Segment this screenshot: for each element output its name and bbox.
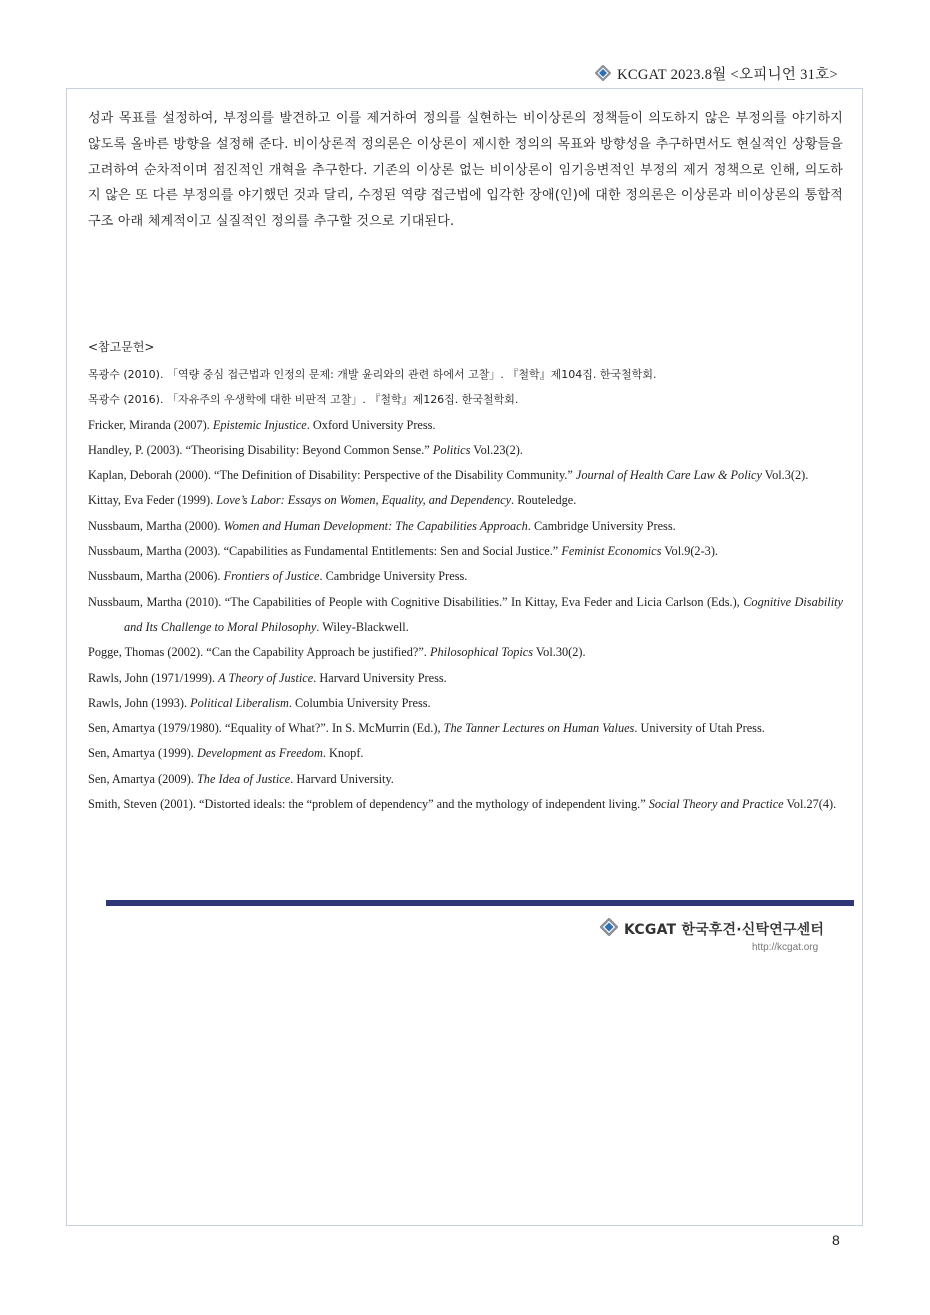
reference-suffix: . University of Utah Press. (634, 721, 765, 736)
reference-item (88, 741, 843, 766)
reference-text: Handley, P. (2003). “Theorising Disability: Beyond Common Sense.” (88, 442, 433, 457)
reference-item (88, 666, 843, 691)
footer-org-name: KCGAT 한국후견·신탁연구센터 (624, 922, 825, 938)
reference-title: Politics (432, 442, 471, 457)
reference-text: 목광수 (2010). 「역량 중심 접근법과 인정의 문제: 개발 윤리와의 관련 하에서 고찰」. 『철학』제104집. 한국철학회. (88, 368, 657, 381)
page-number: 8 (832, 1232, 840, 1248)
reference-suffix: . Knopf. (322, 746, 364, 761)
reference-text: Sen, Amartya (1979/1980). “Equality of What?”. In S. McMurrin (Ed.), (88, 721, 444, 736)
reference-suffix: . Cambridge University Press. (527, 518, 676, 533)
reference-item (88, 640, 843, 665)
reference-title: Cognitive Disability and Its Challenge to Moral Philosophy (124, 594, 844, 634)
reference-title: Love’s Labor: Essays on Women, Equality, and Dependency (216, 493, 512, 508)
publication-title: KCGAT 2023.8월 <오피니언 31호> (617, 66, 838, 83)
reference-text: Sen, Amartya (1999). (88, 746, 197, 761)
reference-item (88, 488, 843, 513)
reference-title: Philosophical Topics (429, 645, 534, 660)
footer-divider (106, 900, 854, 906)
reference-suffix: Vol.23(2). (470, 442, 523, 457)
reference-suffix: . Wiley-Blackwell. (316, 619, 409, 634)
reference-text: Kaplan, Deborah (2000). “The Definition of Disability: Perspective of the Disability Community.” (88, 468, 576, 483)
reference-item (88, 514, 843, 539)
reference-title: The Idea of Justice (196, 771, 291, 786)
reference-text: Kittay, Eva Feder (1999). (88, 493, 217, 508)
reference-suffix: Vol.27(4). (783, 797, 837, 812)
reference-text: Nussbaum, Martha (2000). (88, 518, 224, 533)
page-header (595, 62, 838, 84)
reference-title: Feminist Economics (561, 544, 662, 559)
reference-suffix: . Oxford University Press. (306, 417, 436, 432)
reference-text: Sen, Amartya (2009). (88, 771, 197, 786)
reference-item (88, 792, 843, 817)
reference-text: Rawls, John (1993). (88, 695, 191, 710)
diamond-logo-icon (600, 918, 618, 940)
diamond-logo-icon (595, 65, 611, 81)
reference-text: Nussbaum, Martha (2010). “The Capabilities of People with Cognitive Disabilities.” In Kittay, Eva Feder and Licia Carlson (Eds.), (88, 594, 744, 609)
reference-item (88, 767, 843, 792)
reference-text: Pogge, Thomas (2002). “Can the Capability Approach be justified?”. (88, 645, 430, 660)
reference-suffix: . Columbia University Press. (288, 695, 431, 710)
reference-title: Journal of Health Care Law & Policy (575, 468, 762, 483)
reference-text: Nussbaum, Martha (2003). “Capabilities as Fundamental Entitlements: Sen and Social Justice.” (88, 544, 562, 559)
reference-suffix: . Cambridge University Press. (319, 569, 468, 584)
reference-suffix: Vol.30(2). (533, 645, 586, 660)
reference-suffix: . Harvard University. (290, 771, 394, 786)
reference-title: The Tanner Lectures on Human Values (443, 721, 635, 736)
reference-suffix: . Routeledge. (511, 493, 577, 508)
reference-title: Social Theory and Practice (648, 797, 784, 812)
reference-title: Development as Freedom (196, 746, 323, 761)
reference-item (88, 387, 843, 412)
footer-url: http://kcgat.org (752, 942, 819, 953)
reference-title: Frontiers of Justice (223, 569, 320, 584)
reference-item (88, 463, 843, 488)
reference-suffix: . Harvard University Press. (313, 670, 447, 685)
reference-title: A Theory of Justice (218, 670, 314, 685)
reference-text: 목광수 (2016). 「자유주의 우생학에 대한 비판적 고찰」. 『철학』제126집. 한국철학회. (88, 393, 519, 407)
reference-title: Epistemic Injustice (212, 417, 307, 432)
reference-text: Fricker, Miranda (2007). (88, 417, 213, 432)
reference-item (88, 590, 843, 641)
reference-text: Smith, Steven (2001). “Distorted ideals: the “problem of dependency” and the mythology of independent living.” (88, 797, 649, 812)
reference-title: Women and Human Development: The Capabilities Approach (223, 518, 528, 533)
reference-item (88, 362, 843, 387)
reference-item (88, 716, 843, 741)
body-paragraph: 성과 목표를 설정하여, 부정의를 발견하고 이를 제거하여 정의를 실현하는 비이상론의 정책들이 의도하지 않은 부정의를 야기하지 않도록 올바른 방향을 설정해 준다. 비이상론적 정의론은 이상론이 제시한 정의의 목표와 방향성을 추구하면서도 현실적인 상황들을 고려하여 순차적이며 점진적인 개혁을 추구한다. 기존의 이상론 없는 비이상론이 임기응변적인 부정의 제거 정책으로 인해, 의도하지 않은 또 다른 부정의를 야기했던 것과 달리, 수정된 역량 접근법에 입각한 장애(인)에 대한 정의론은 이상론과 비이상론의 통합적 구조 아래 체계적이고 실질적인 정의를 추구할 것으로 기대된다. (88, 111, 843, 230)
reference-item (88, 564, 843, 589)
reference-suffix: Vol.3(2). (761, 468, 809, 483)
reference-item (88, 691, 843, 716)
reference-item (88, 413, 843, 438)
references-heading: <참고문헌> (88, 340, 155, 354)
reference-text: Rawls, John (1971/1999). (88, 670, 219, 685)
reference-item (88, 539, 843, 564)
reference-suffix: Vol.9(2-3). (661, 544, 718, 559)
footer-logo (600, 918, 824, 940)
reference-text: Nussbaum, Martha (2006). (88, 569, 224, 584)
reference-title: Political Liberalism (190, 695, 289, 710)
reference-item (88, 438, 843, 463)
references-list (88, 362, 843, 817)
